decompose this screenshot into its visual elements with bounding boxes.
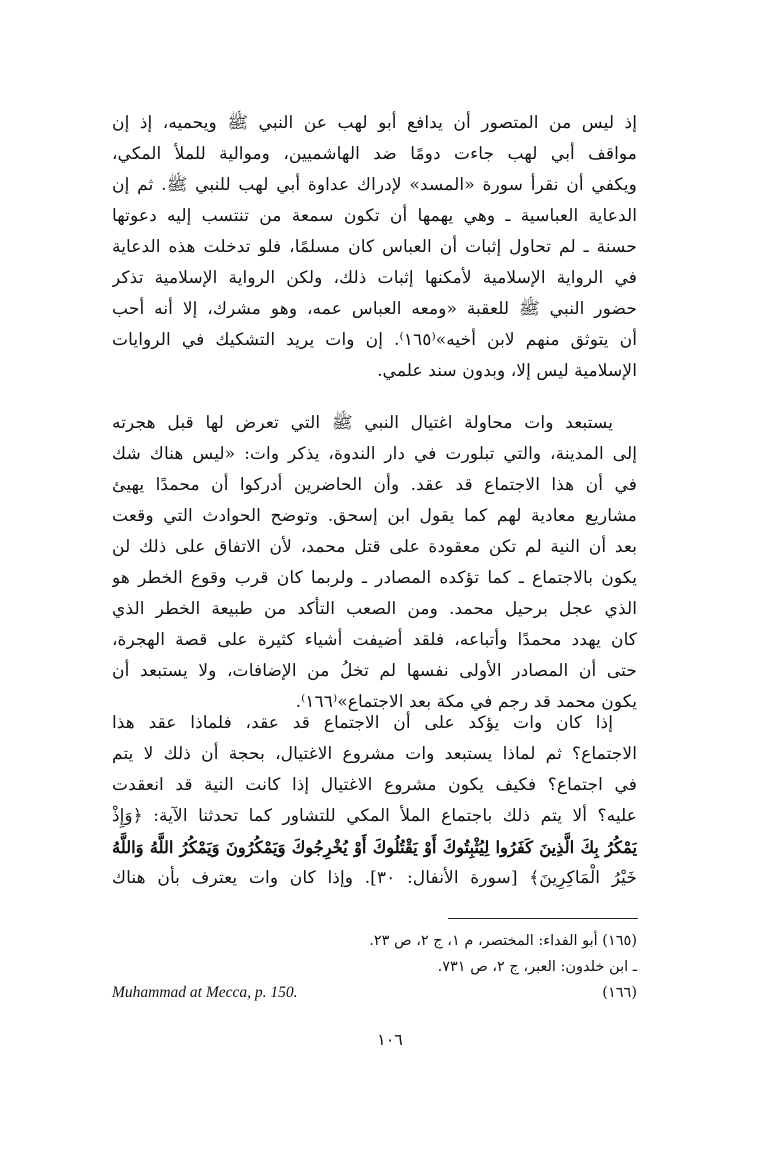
text-line: إلى المدينة، والتي تبلورت في دار الندوة، يذكر وات: «ليس هناك شك <box>112 444 637 464</box>
text-line: في اجتماع؟ فكيف يكون مشروع الاغتيال إذا كانت النية قد انعقدت <box>112 775 637 795</box>
text-line: خَيْرُ الْمَاكِرِينَ﴾ [سورة الأنفال: ٣٠]. وإذا كان وات يعترف بأن هناك <box>112 868 637 888</box>
paragraph-1 <box>112 108 637 387</box>
footnote-separator <box>448 918 638 919</box>
text-line: أن يتوثق منهم لابن أخيه»⁽١٦٥⁾. إن وات يريد التشكيك في الروايات <box>112 330 637 350</box>
quran-verse-line: يَمْكُرُ بِكَ الَّذِينَ كَفَرُوا لِيُثْبِتُوكَ أَوْ يَقْتُلُوكَ أَوْ يُخْرِجُوكَ وَيَمْكُرُونَ وَيَمْكُرُ اللَّهُ وَاللَّهُ <box>112 838 637 857</box>
text-line: يكون بالاجتماع ـ كما تؤكده المصادر ـ ولربما كان قرب وقوع الخطر هو <box>112 568 637 588</box>
footnote-165: (١٦٥) أبو الفداء: المختصر، م ١، ج ٢، ص ٢٣. <box>369 933 637 949</box>
text-line: في أن هذا الاجتماع قد عقد. وأن الحاضرين أدركوا أن محمدًا يهيئ <box>112 475 637 495</box>
text-line: إذ ليس من المتصور أن يدافع أبو لهب عن النبي ﷺ ويحميه، إذ إن <box>112 113 637 133</box>
text-line: الاجتماع؟ ثم لماذا يستبعد وات مشروع الاغتيال، بحجة أن ذلك لا يتم <box>112 744 637 764</box>
text-line: مواقف أبي لهب جاءت دومًا ضد الهاشميين، وموالية للملأ المكي، <box>112 144 637 164</box>
text-line: مشاريع معادية لهم كما يقول ابن إسحق. وتوضح الحوادث التي وقعت <box>112 506 637 526</box>
text-line: كان يهدد محمدًا وأتباعه، فلقد أضيفت أشياء كثيرة على قصة الهجرة، <box>112 630 637 650</box>
text-line: الدعاية العباسية ـ وهي يهمها أن تكون سمعة من تنتسب إليه دعوتها <box>112 206 637 226</box>
text-line: يكون محمد قد رجم في مكة بعد الاجتماع»⁽١٦٦⁾. <box>295 692 637 712</box>
paragraph-3 <box>112 708 637 894</box>
text-line: في الرواية الإسلامية لأمكنها إثبات ذلك، ولكن الرواية الإسلامية تذكر <box>112 268 637 288</box>
footnote-166-number: (١٦٦) <box>602 985 637 1001</box>
text-line: بعد أن النية لم تكن معقودة على قتل محمد، لأن الاتفاق على ذلك لن <box>112 537 637 557</box>
text-line: حضور النبي ﷺ للعقبة «ومعه العباس عمه، وهو مشرك، إلا أنه أحب <box>112 299 637 319</box>
text-line: إذا كان وات يؤكد على أن الاجتماع قد عقد، فلماذا عقد هذا <box>112 713 613 733</box>
text-line: ويكفي أن نقرأ سورة «المسد» لإدراك عداوة أبي لهب للنبي ﷺ. ثم إن <box>112 175 637 195</box>
text-line: عليه؟ ألا يتم ذلك باجتماع الملأ المكي للتشاور كما تحدثنا الآية: ﴿وَإِذْ <box>112 806 637 826</box>
footnote-166-reference: Muhammad at Mecca, p. 150. <box>112 984 298 1001</box>
footnote-166 <box>112 980 637 1006</box>
text-line: حتى أن المصادر الأولى نفسها لم تخلُ من الإضافات، ولا يستبعد أن <box>112 661 637 681</box>
text-line: يستبعد وات محاولة اغتيال النبي ﷺ التي تعرض لها قبل هجرته <box>112 413 613 433</box>
text-line: حسنة ـ لم تحاول إثبات أن العباس كان مسلمًا، فلو تدخلت هذه الدعاية <box>112 237 637 257</box>
text-line: الذي عجل برحيل محمد. ومن الصعب التأكد من طبيعة الخطر الذي <box>112 599 637 619</box>
page-number: ١٠٦ <box>377 1030 403 1049</box>
footnotes <box>112 928 637 1006</box>
footnote-165-continued: ـ ابن خلدون: العبر، ج ٢، ص ٧٣١. <box>437 959 637 975</box>
paragraph-2 <box>112 408 637 718</box>
text-line: الإسلامية ليس إلا، وبدون سند علمي. <box>377 361 637 381</box>
